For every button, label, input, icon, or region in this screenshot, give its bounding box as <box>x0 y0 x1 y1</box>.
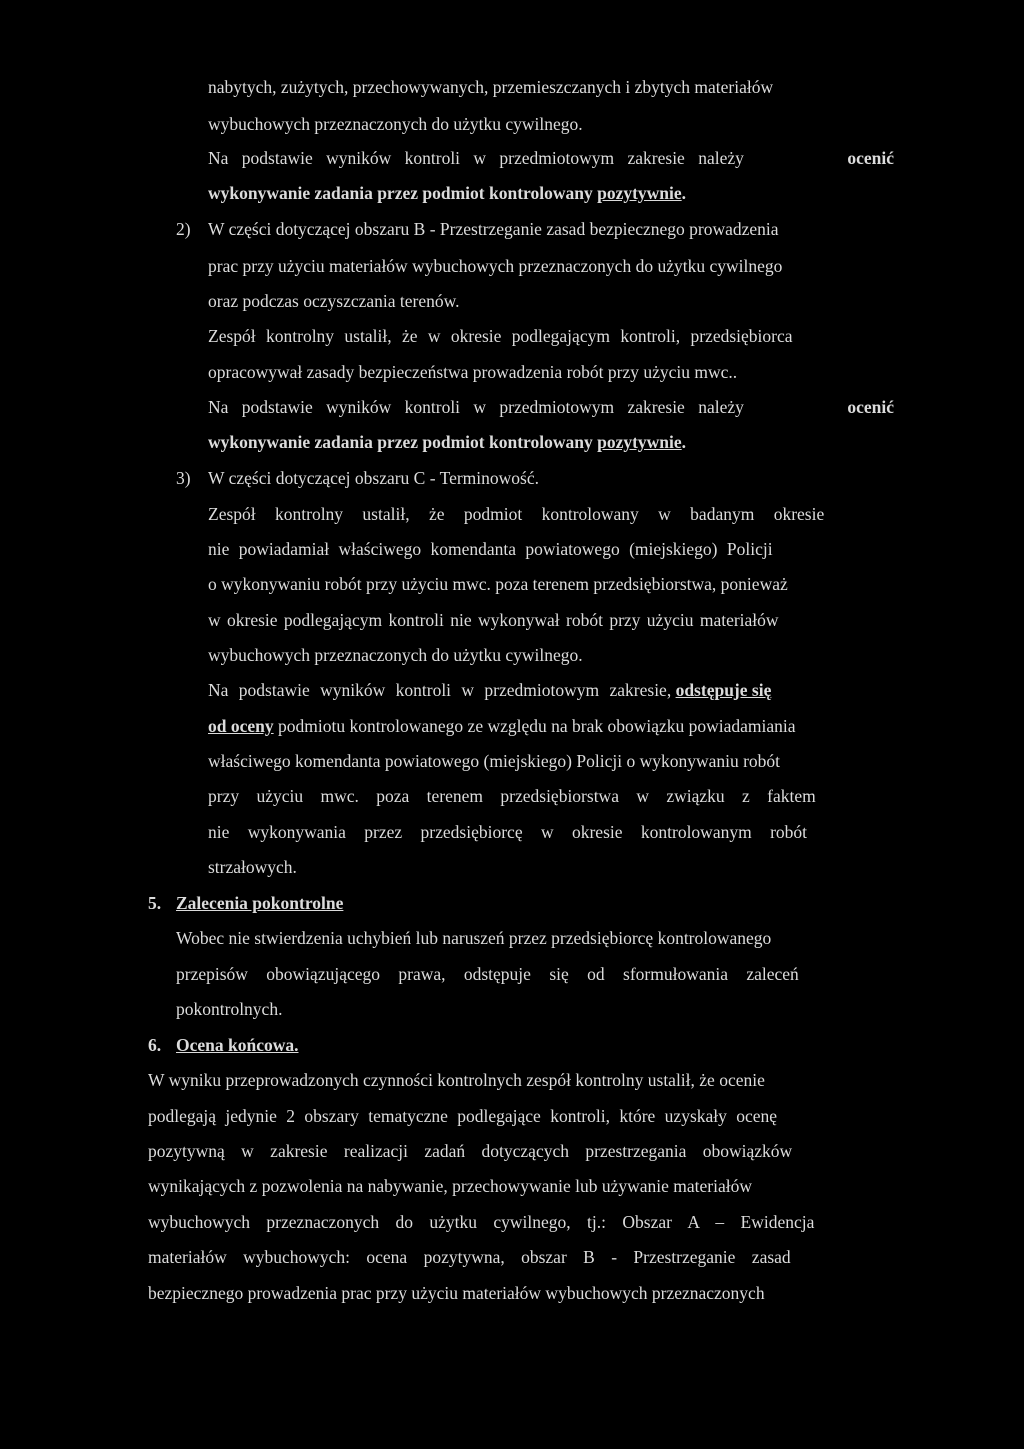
section-heading <box>176 892 343 914</box>
assessment-line <box>208 431 686 453</box>
assessment-result: odstępuje się <box>675 680 772 700</box>
list-number: 2) <box>176 219 191 239</box>
text: strzałowych. <box>208 857 297 877</box>
text: wybuchowych przeznaczonych do użytku cywilnego. <box>208 645 583 665</box>
text: przy użyciu mwc. poza terenem przedsiębiorstwa w związku z faktem <box>208 786 816 806</box>
assessment-line <box>208 856 297 878</box>
section-heading-text: Zalecenia pokontrolne <box>176 893 344 913</box>
paragraph-line <box>176 927 771 949</box>
text: oraz podczas oczyszczania terenów. <box>208 291 460 311</box>
text: Na podstawie wyników kontroli w przedmiotowym zakresie, <box>208 680 672 700</box>
text: W części dotyczącej obszaru B - Przestrzeganie zasad bezpiecznego prowadzenia <box>208 219 779 239</box>
paragraph-line <box>148 1069 765 1091</box>
item-heading-line <box>208 467 539 489</box>
text: . <box>681 183 687 203</box>
item-heading-line <box>208 255 782 277</box>
assessment-line <box>208 715 796 737</box>
finding-line <box>208 609 779 631</box>
text: o wykonywaniu robót przy użyciu mwc. poza terenem przedsiębiorstwa, ponieważ <box>208 574 788 594</box>
paragraph-line <box>208 76 894 98</box>
finding-line <box>208 644 583 666</box>
paragraph-line <box>176 998 282 1020</box>
text: W wyniku przeprowadzonych czynności kontrolnych zespół kontrolny ustalił, że ocenie <box>148 1070 765 1090</box>
assessment-result: od oceny <box>208 716 274 736</box>
assessment-line <box>208 750 780 772</box>
section-heading <box>176 1034 299 1056</box>
section-number: 6. <box>148 1035 162 1055</box>
text: wynikających z pozwolenia na nabywanie, przechowywanie lub używanie materiałów <box>148 1176 752 1196</box>
assessment-result: pozytywnie <box>597 432 682 452</box>
paragraph-line <box>208 113 583 135</box>
assessment-line <box>208 182 686 204</box>
text: . <box>681 432 687 452</box>
text: Wobec nie stwierdzenia uchybień lub naruszeń przez przedsiębiorcę kontrolowanego <box>176 928 772 948</box>
paragraph-line <box>148 1246 791 1268</box>
text: pokontrolnych. <box>176 999 283 1019</box>
paragraph-line <box>176 963 799 985</box>
text: wykonywanie zadania przez podmiot kontrolowany <box>208 432 593 452</box>
assessment-line <box>208 679 771 701</box>
text: właściwego komendanta powiatowego (miejskiego) Policji o wykonywaniu robót <box>208 751 781 771</box>
text: opracowywał zasady bezpieczeństwa prowadzenia robót przy użyciu mwc.. <box>208 362 738 382</box>
text: nie powiadamiał właściwego komendanta powiatowego (miejskiego) Policji <box>208 539 773 559</box>
text: materiałów wybuchowych: ocena pozytywna, obszar B - Przestrzeganie zasad <box>148 1247 791 1267</box>
text: wybuchowych przeznaczonych do użytku cywilnego. <box>208 114 583 134</box>
text: podlegają jedynie 2 obszary tematyczne podlegające kontroli, które uzyskały ocenę <box>148 1106 778 1126</box>
text: pozytywną w zakresie realizacji zadań dotyczących przestrzegania obowiązków <box>148 1141 793 1161</box>
text: podmiotu kontrolowanego ze względu na brak obowiązku powiadamiania <box>278 716 796 736</box>
text: Na podstawie wyników kontroli w przedmiotowym zakresie należy <box>208 148 744 168</box>
assessment-keyword: ocenić <box>847 148 894 168</box>
assessment-line <box>208 821 807 843</box>
text: bezpiecznego prowadzenia prac przy użyciu materiałów wybuchowych przeznaczonych <box>148 1283 765 1303</box>
text: wybuchowych przeznaczonych do użytku cywilnego, tj.: Obszar A – Ewidencja <box>148 1212 815 1232</box>
finding-line <box>208 503 824 525</box>
list-number: 3) <box>176 468 191 488</box>
section-heading-text: Ocena końcowa. <box>176 1035 299 1055</box>
assessment-line <box>208 785 816 807</box>
text: Zespół kontrolny ustalił, że podmiot kontrolowany w badanym okresie <box>208 504 825 524</box>
text: Zespół kontrolny ustalił, że w okresie podlegającym kontroli, przedsiębiorca <box>208 326 793 346</box>
assessment-result: pozytywnie <box>597 183 682 203</box>
paragraph-line <box>148 1282 765 1304</box>
paragraph-line <box>148 1105 777 1127</box>
finding-line <box>208 325 793 347</box>
text: przepisów obowiązującego prawa, odstępuje się od sformułowania zaleceń <box>176 964 799 984</box>
finding-line <box>208 538 773 560</box>
text: nabytych, zużytych, przechowywanych, przemieszczanych i zbytych materiałów <box>208 77 774 97</box>
assessment-keyword: ocenić <box>847 397 894 417</box>
paragraph-line <box>148 1140 792 1162</box>
item-heading-line <box>208 290 460 312</box>
finding-line <box>208 573 788 595</box>
paragraph-line <box>148 1175 752 1197</box>
text: w okresie podlegającym kontroli nie wykonywał robót przy użyciu materiałów <box>208 610 779 630</box>
paragraph-line <box>148 1211 814 1233</box>
text: nie wykonywania przez przedsiębiorcę w okresie kontrolowanym robót <box>208 822 808 842</box>
text: Na podstawie wyników kontroli w przedmiotowym zakresie należy <box>208 397 744 417</box>
item-heading-line <box>208 218 894 240</box>
text: wykonywanie zadania przez podmiot kontrolowany <box>208 183 593 203</box>
text: prac przy użyciu materiałów wybuchowych przeznaczonych do użytku cywilnego <box>208 256 783 276</box>
assessment-line <box>208 396 894 418</box>
text: W części dotyczącej obszaru C - Terminowość. <box>208 468 539 488</box>
finding-line <box>208 361 737 383</box>
section-number: 5. <box>148 893 162 913</box>
assessment-line <box>208 147 894 169</box>
